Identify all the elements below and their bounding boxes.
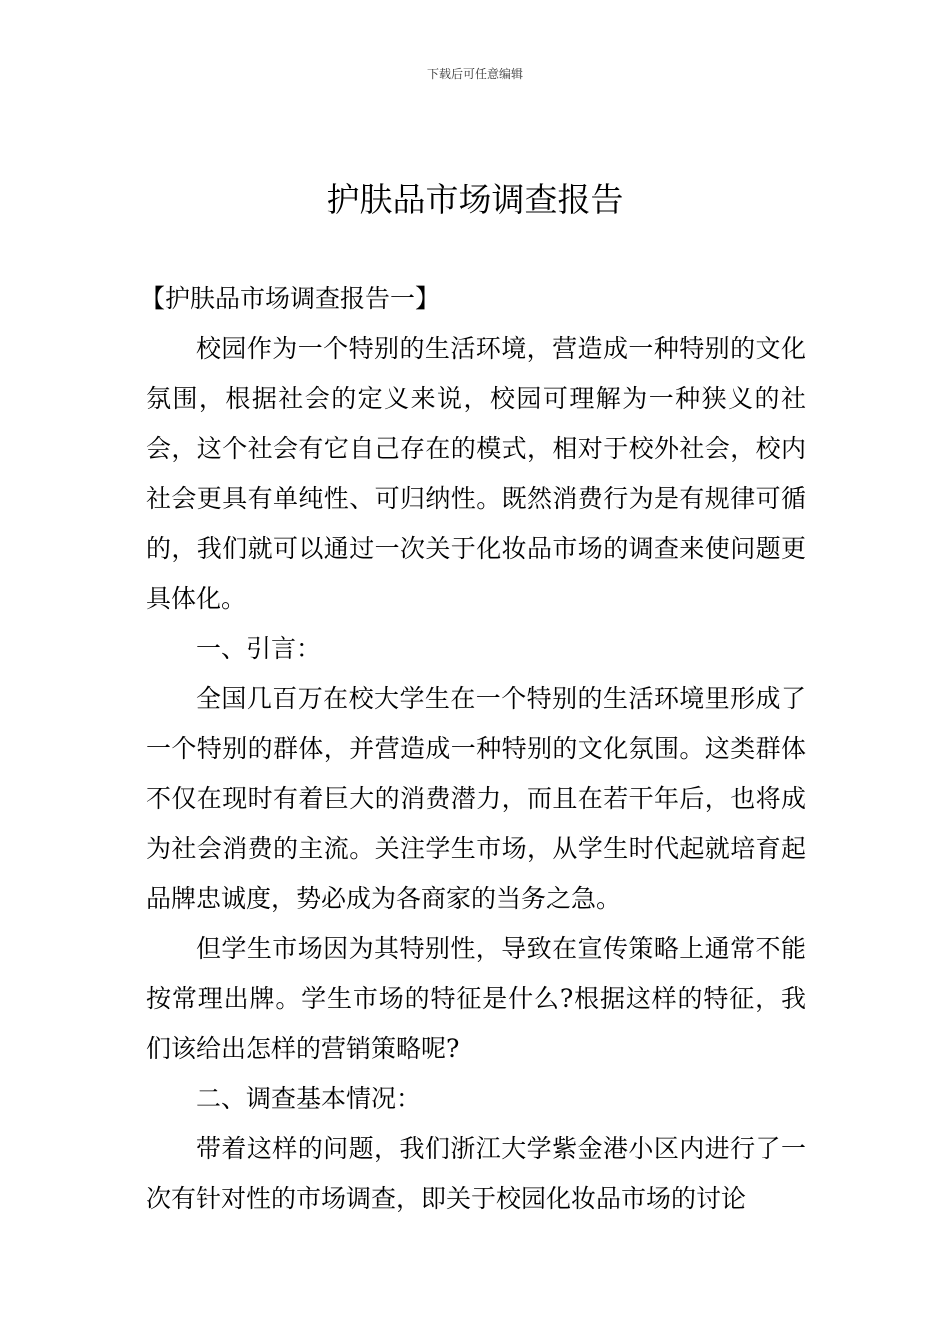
- document-title: 护肤品市场调查报告: [326, 180, 624, 219]
- header-note: 下载后可任意编辑: [426, 67, 523, 81]
- paragraph-survey: 带着这样的问题，我们浙江大学紫金港小区内进行了一次有针对性的市场调查，即关于校园化妆品市场的讨论: [146, 1134, 806, 1213]
- paragraph-student-group: 全国几百万在校大学生在一个特别的生活环境里形成了一个特别的群体，并营造成一种特别的文化氛围。这类群体不仅在现时有着巨大的消费潜力，而且在若干年后，也将成为社会消费的主流。关注学生市场，从学生时代起就培育起品牌忠诚度，势必成为各商家的当务之急。: [146, 684, 806, 913]
- heading-introduction: 一、引言：: [196, 634, 322, 663]
- paragraph-intro: 校园作为一个特别的生活环境，营造成一种特别的文化氛围，根据社会的定义来说，校园可理解为一种狭义的社会，这个社会有它自己存在的模式，相对于校外社会，校内社会更具有单纯性、可归纳性。既然消费行为是有规律可循的，我们就可以通过一次关于化妆品市场的调查来使问题更具体化。: [146, 334, 806, 613]
- paragraph-student-market: 但学生市场因为其特别性，导致在宣传策略上通常不能按常理出牌。学生市场的特征是什么?根据这样的特征，我们该给出怎样的营销策略呢?: [146, 934, 806, 1063]
- heading-survey-basics: 二、调查基本情况：: [196, 1084, 422, 1113]
- document-body: [140, 274, 806, 1224]
- section-label: 【护肤品市场调查报告一】: [140, 284, 441, 313]
